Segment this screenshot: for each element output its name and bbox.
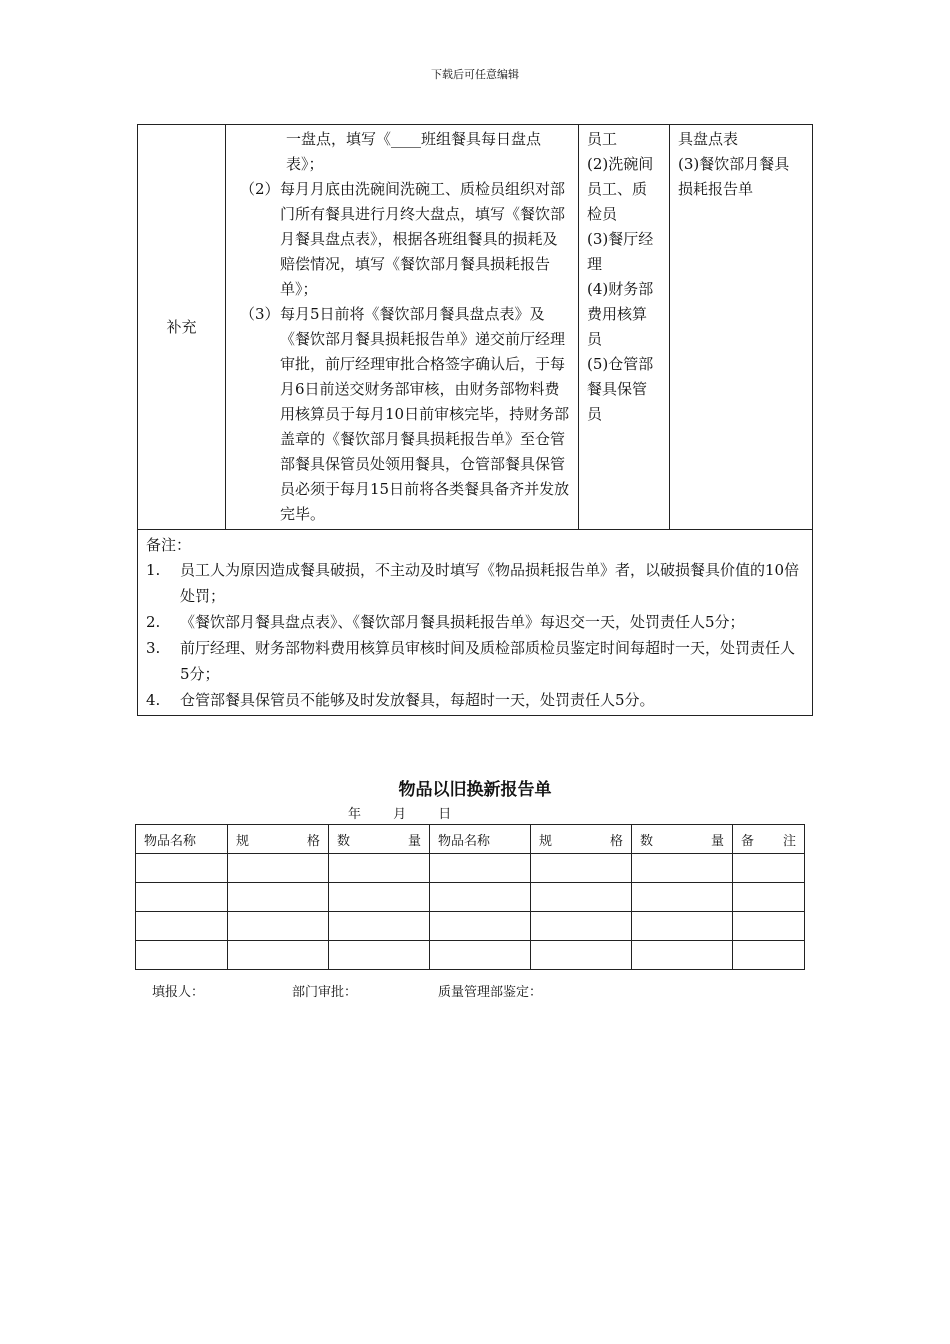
procedure-table — [137, 124, 813, 716]
table-cell[interactable] — [733, 912, 805, 941]
table-cell[interactable] — [329, 883, 430, 912]
supplement-row — [138, 125, 813, 530]
report-date-line: 年 月 日 — [348, 807, 452, 822]
responsible-item: (4)财务部费用核算员 — [587, 280, 654, 348]
responsible-item: (2)洗碗间员工、质检员 — [587, 155, 654, 223]
table-cell[interactable] — [632, 883, 733, 912]
table-cell[interactable] — [632, 941, 733, 970]
table-cell[interactable] — [632, 912, 733, 941]
table-row — [136, 854, 805, 883]
note-number: 3. — [146, 639, 161, 657]
step-number: （2） — [240, 180, 280, 198]
table-cell[interactable] — [733, 883, 805, 912]
table-cell[interactable] — [329, 854, 430, 883]
table-cell[interactable] — [733, 941, 805, 970]
intro-line-2: 表》； — [286, 155, 324, 173]
step-3 — [234, 302, 570, 527]
table-cell[interactable] — [430, 941, 531, 970]
column-header: 物品名称 — [136, 825, 228, 854]
page-header: 下载后可任意编辑 — [431, 68, 519, 81]
note-item — [146, 609, 804, 635]
note-text: 仓管部餐具保管员不能够及时发放餐具，每超时一天，处罚责任人5分。 — [180, 691, 655, 709]
form-item: (3)餐饮部月餐具损耗报告单 — [678, 155, 790, 198]
table-row — [136, 912, 805, 941]
header-row — [136, 825, 805, 854]
table-cell[interactable] — [136, 883, 228, 912]
table-cell[interactable] — [329, 941, 430, 970]
intro-line-1: 一盘点，填写《____班组餐具每日盘点 — [286, 130, 542, 148]
table-cell[interactable] — [329, 912, 430, 941]
table-cell[interactable] — [531, 941, 632, 970]
form-item: 具盘点表 — [678, 130, 739, 148]
step-2 — [234, 177, 570, 302]
note-number: 4. — [146, 691, 161, 709]
column-header: 数 量 — [632, 825, 733, 854]
note-item — [146, 557, 804, 609]
report-title: 物品以旧换新报告单 — [398, 780, 552, 800]
table-cell[interactable] — [733, 854, 805, 883]
table-cell[interactable] — [531, 854, 632, 883]
table-cell[interactable] — [531, 883, 632, 912]
forms-cell — [670, 125, 813, 530]
note-number: 1. — [146, 561, 161, 579]
table-cell[interactable] — [136, 941, 228, 970]
table-row — [136, 883, 805, 912]
quality-check-label: 质量管理部鉴定： — [438, 985, 543, 1000]
table-cell[interactable] — [228, 854, 329, 883]
dept-approval-label: 部门审批： — [292, 985, 358, 1000]
procedure-cell — [226, 125, 579, 530]
responsible-cell — [579, 125, 670, 530]
row-label: 补充 — [138, 125, 226, 530]
responsible-item: (5)仓管部餐具保管员 — [587, 355, 654, 423]
replacement-report-table — [135, 824, 805, 970]
step-number: （3） — [240, 305, 280, 323]
note-text: 员工人为原因造成餐具破损，不主动及时填写《物品损耗报告单》者，以破损餐具价值的10倍处罚； — [180, 561, 800, 605]
note-item — [146, 687, 804, 713]
table-cell[interactable] — [531, 912, 632, 941]
table-cell[interactable] — [430, 854, 531, 883]
table-cell[interactable] — [430, 912, 531, 941]
table-cell[interactable] — [228, 883, 329, 912]
table-cell[interactable] — [430, 883, 531, 912]
column-header: 规 格 — [228, 825, 329, 854]
table-cell[interactable] — [136, 912, 228, 941]
table-cell[interactable] — [136, 854, 228, 883]
table-cell[interactable] — [228, 912, 329, 941]
column-header: 数 量 — [329, 825, 430, 854]
note-number: 2. — [146, 613, 161, 631]
column-header: 物品名称 — [430, 825, 531, 854]
column-header: 备 注 — [733, 825, 805, 854]
step-text: 每月月底由洗碗间洗碗工、质检员组织对部门所有餐具进行月终大盘点，填写《餐饮部月餐具盘点表》，根据各班组餐具的损耗及赔偿情况，填写《餐饮部月餐具损耗报告单》； — [280, 180, 566, 298]
note-text: 《餐饮部月餐具盘点表》、《餐饮部月餐具损耗报告单》每迟交一天，处罚责任人5分； — [180, 613, 745, 631]
responsible-item: 员工 — [587, 130, 618, 148]
note-text: 前厅经理、财务部物料费用核算员审核时间及质检部质检员鉴定时间每超时一天，处罚责任人5分； — [180, 639, 796, 683]
step-text: 每月5日前将《餐饮部月餐具盘点表》及《餐饮部月餐具损耗报告单》递交前厅经理审批，前厅经理审批合格签字确认后，于每月6日前送交财务部审核，由财务部物料费用核算员于每月10日前审核完毕，持财务部盖章的《餐饮部月餐具损耗报告单》至仓管部餐具保管员处领用餐具，仓管部餐具保管员必须于每月15日前将各类餐具备齐并发放完毕。 — [280, 305, 570, 523]
column-header: 规 格 — [531, 825, 632, 854]
responsible-item: (3)餐厅经理 — [587, 230, 654, 273]
notes-cell — [138, 530, 813, 716]
note-item — [146, 635, 804, 687]
table-cell[interactable] — [632, 854, 733, 883]
notes-title: 备注： — [146, 536, 192, 554]
table-cell[interactable] — [228, 941, 329, 970]
notes-row — [138, 530, 813, 716]
filler-signature-label: 填报人： — [152, 985, 205, 1000]
table-row — [136, 941, 805, 970]
